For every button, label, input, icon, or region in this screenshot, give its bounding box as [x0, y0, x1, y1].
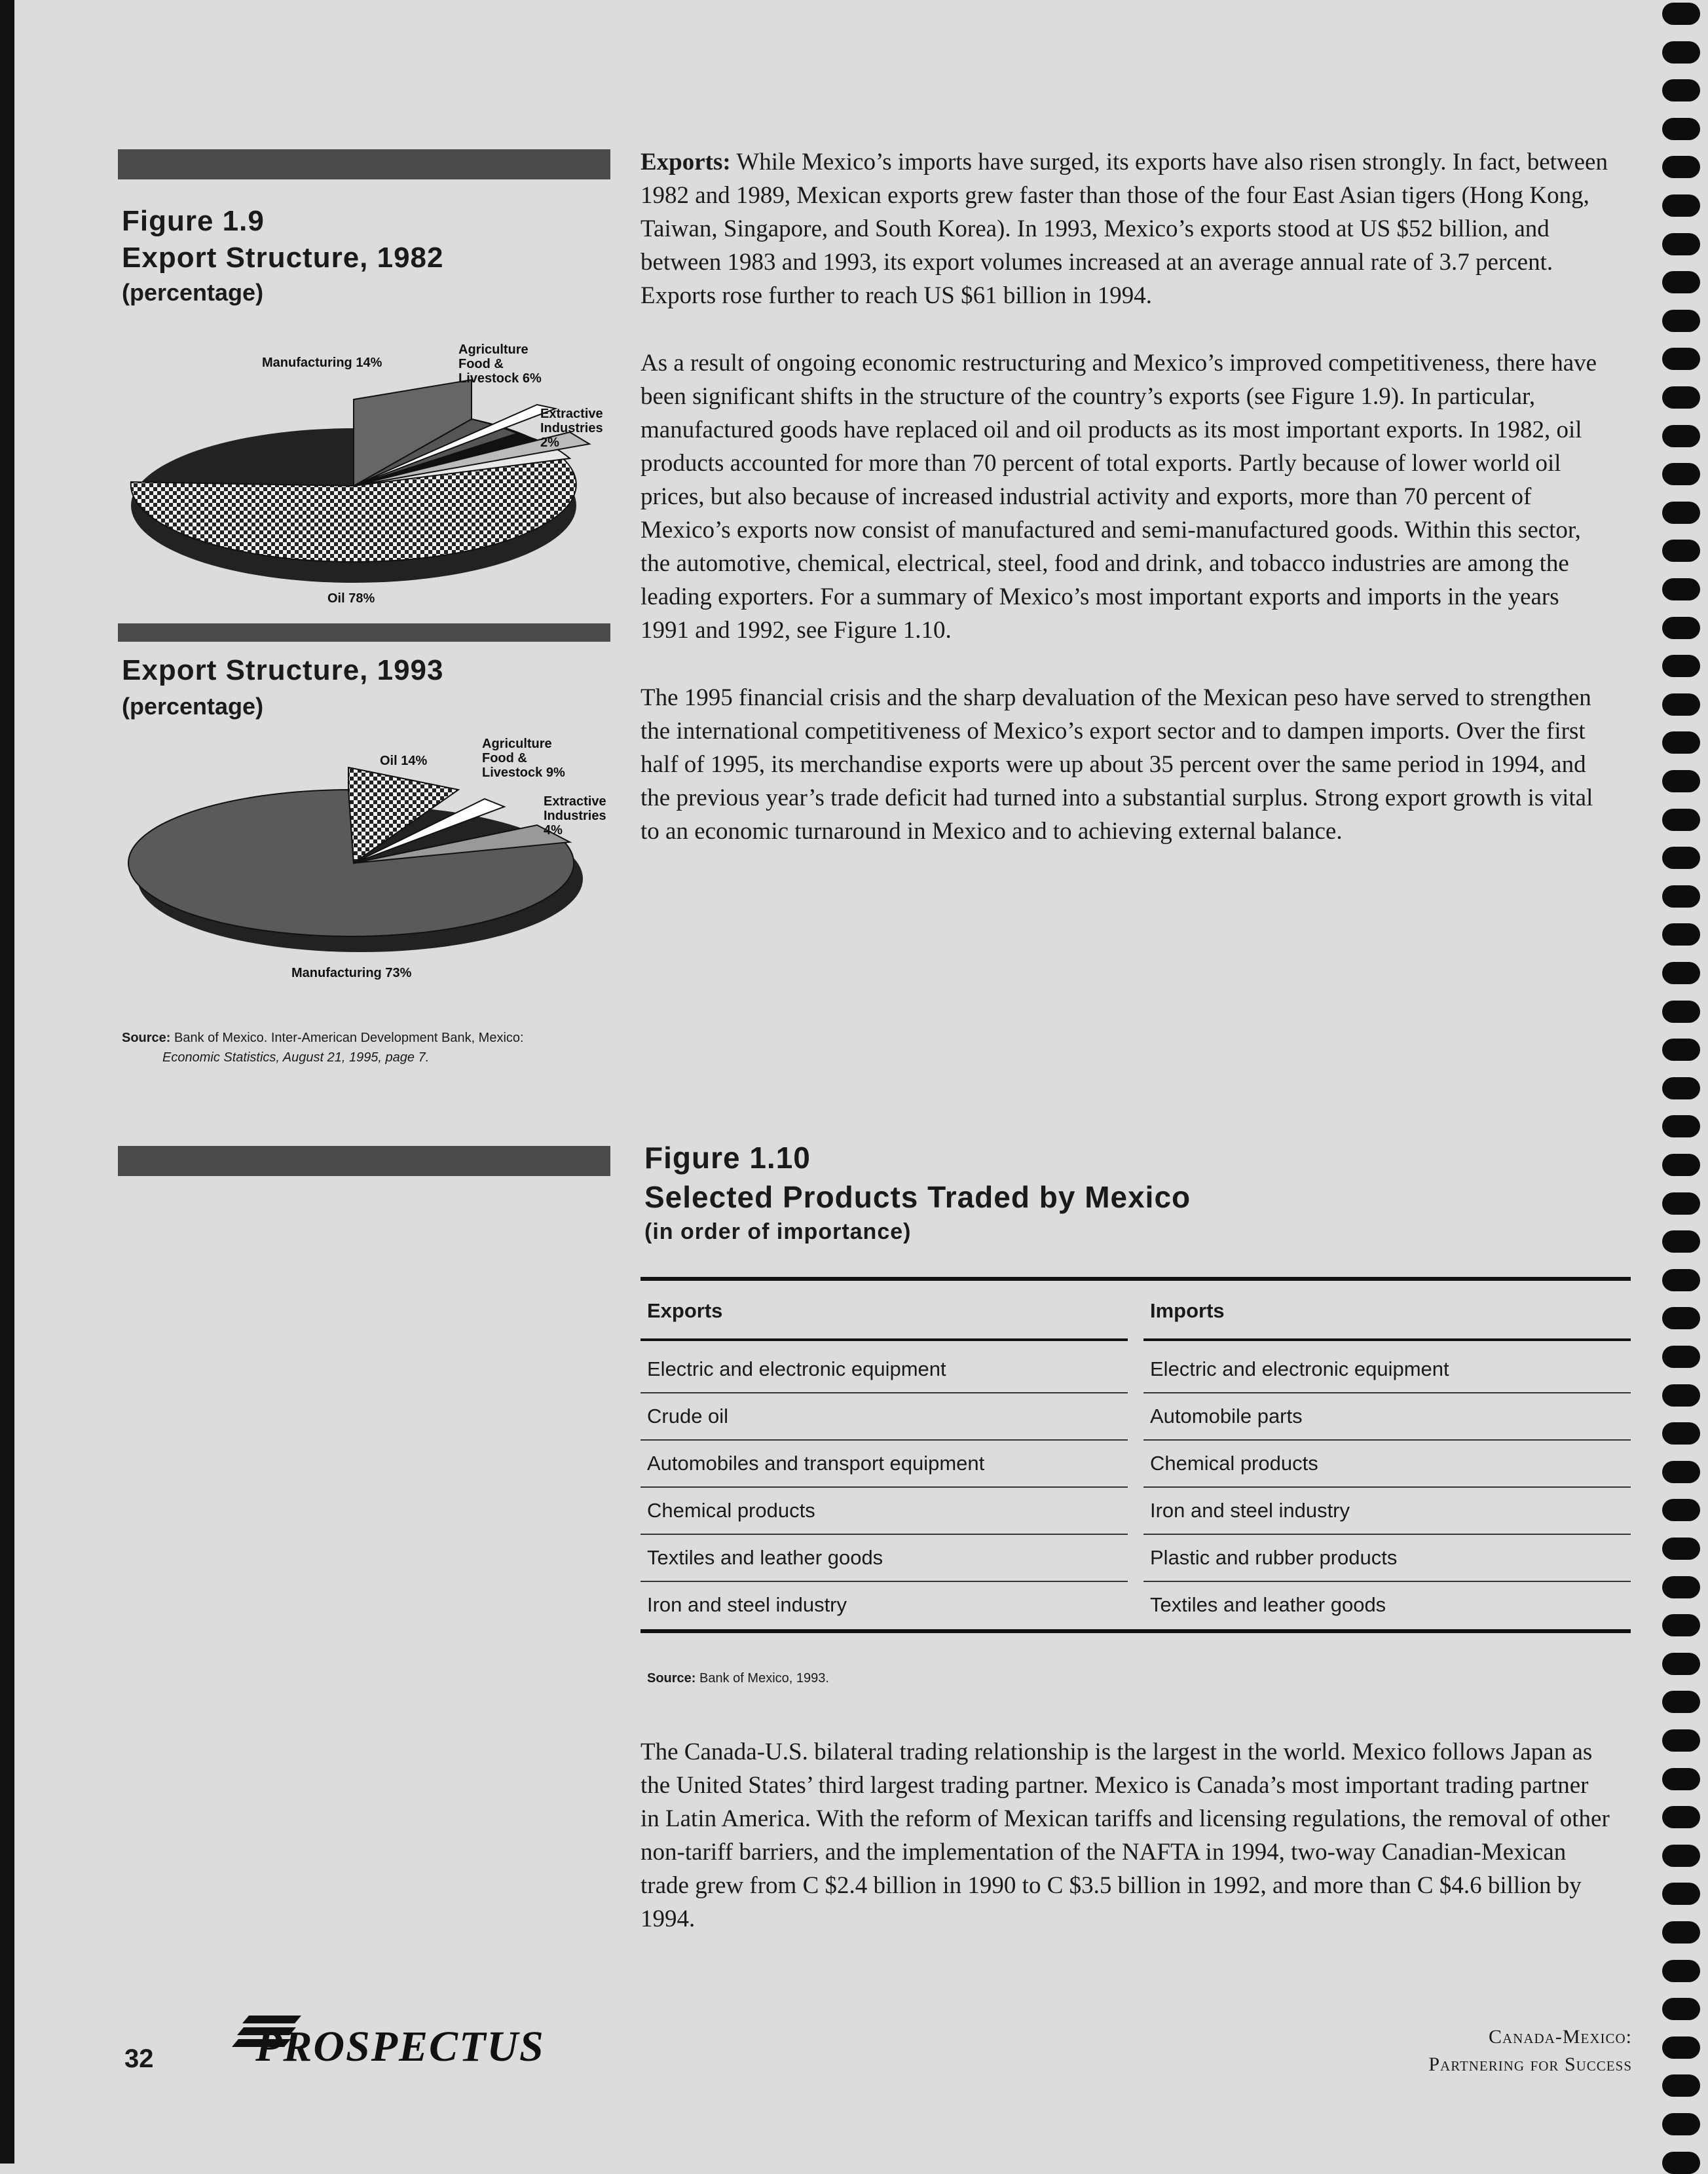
- table-row: [640, 1582, 1631, 1629]
- figure-1-10-heading: [644, 1138, 1191, 1247]
- paragraph-exports: [640, 145, 1610, 312]
- export-cell: Chemical products: [640, 1488, 1128, 1535]
- figure-band: [118, 1146, 610, 1176]
- binding-ring: [1662, 310, 1700, 332]
- binding-ring: [1662, 1576, 1700, 1598]
- binding-ring: [1662, 962, 1700, 984]
- binding-ring: [1662, 1998, 1700, 2020]
- footer-title-line2: Partnering for Success: [1428, 2054, 1632, 2075]
- paragraph-exports-text: While Mexico’s imports have surged, its exports have also risen strongly. In fact, between 1982 and 1989, Mexican exports grew faster than those of the four East Asian tigers (Hong Kong, Taiwan, Singapore, and South Korea). In 1993, Mexico’s exports stood at US $52 billion, and between 1983 and 1993, its export volumes increased at an average annual rate of 3.7 percent. Exports rose further to reach US $61 billion in 1994.: [640, 149, 1608, 309]
- binding-ring: [1662, 1921, 1700, 1944]
- figure-1-9-subtitle: (percentage): [122, 279, 264, 306]
- binding-ring: [1662, 847, 1700, 869]
- binding-ring: [1662, 578, 1700, 600]
- figure-1993-title: Export Structure, 1993: [122, 654, 444, 686]
- binding-ring: [1662, 1960, 1700, 1982]
- pie-1982-label-manufacturing: Manufacturing 14%: [262, 356, 382, 370]
- exports-lead: Exports:: [640, 149, 731, 175]
- pie-1993-label-agriculture-2: Food &: [482, 751, 527, 765]
- pie-1982-label-agriculture-3: Livestock 6%: [458, 371, 542, 386]
- binding-ring: [1662, 41, 1700, 64]
- header-imports: Imports: [1143, 1281, 1631, 1341]
- binding-ring: [1662, 1154, 1700, 1176]
- spiral-binding: [1656, 0, 1708, 2164]
- binding-ring: [1662, 1192, 1700, 1215]
- body-text-bottom: [640, 1735, 1610, 1970]
- binding-ring: [1662, 1115, 1700, 1137]
- pie-1993-label-extractive-2: Industries: [544, 809, 606, 823]
- logo-text: PROSPECTUS: [255, 2023, 545, 2071]
- pie-1993-label-agriculture-3: Livestock 9%: [482, 765, 565, 780]
- figure-1993-subtitle: (percentage): [122, 693, 264, 720]
- table-row: [640, 1346, 1631, 1393]
- figure-1-9-source: [122, 1028, 524, 1067]
- binding-ring: [1662, 1499, 1700, 1521]
- binding-ring: [1662, 885, 1700, 908]
- trade-table: [640, 1277, 1631, 1633]
- binding-ring: [1662, 1538, 1700, 1560]
- pie-1993-label-agriculture-1: Agriculture: [482, 737, 552, 751]
- export-cell: Textiles and leather goods: [640, 1535, 1128, 1582]
- figure-1-9-label: Figure 1.9: [122, 205, 265, 237]
- binding-ring: [1662, 348, 1700, 370]
- import-cell: Electric and electronic equipment: [1143, 1346, 1631, 1393]
- binding-ring: [1662, 1039, 1700, 1061]
- binding-ring: [1662, 118, 1700, 140]
- binding-ring: [1662, 923, 1700, 946]
- binding-ring: [1662, 1001, 1700, 1023]
- source-line2: Economic Statistics, August 21, 1995, page 7.: [162, 1050, 430, 1065]
- pie-1982-label-agriculture-1: Agriculture: [458, 342, 529, 357]
- figure-band: [118, 623, 610, 642]
- binding-ring: [1662, 731, 1700, 754]
- table-source-label: Source:: [647, 1671, 696, 1686]
- binding-ring: [1662, 809, 1700, 831]
- paragraph-restructuring: As a result of ongoing economic restructuring and Mexico’s improved competitiveness, there have been significant shifts in the structure of the country’s exports (see Figure 1.9). In particular, manufactured goods have replaced oil and oil products as its most important exports. In 1982, oil products accounted for more than 70 percent of total exports. Partly because of lower world oil prices, but also because of increased industrial activity and exports, more than 70 percent of Mexico’s exports now consist of manufactured and semi-manufactured goods. Within this sector, the automotive, chemical, electrical, steel, food and drink, and tobacco industries are among the leading exporters. For a summary of Mexico’s most important exports and imports in the years 1991 and 1992, see Figure 1.10.: [640, 350, 1597, 644]
- binding-ring: [1662, 693, 1700, 716]
- footer-title: [1428, 2023, 1632, 2078]
- binding-ring: [1662, 271, 1700, 293]
- source-label: Source:: [122, 1031, 171, 1045]
- binding-ring: [1662, 425, 1700, 447]
- export-cell: Crude oil: [640, 1393, 1128, 1441]
- table-header-row: [640, 1281, 1631, 1341]
- prospectus-logo: [229, 2010, 545, 2082]
- table-row: [640, 1393, 1631, 1441]
- binding-ring: [1662, 770, 1700, 792]
- binding-ring: [1662, 2113, 1700, 2135]
- page-number: 32: [124, 2044, 154, 2073]
- binding-ring: [1662, 1461, 1700, 1483]
- binding-ring: [1662, 1729, 1700, 1752]
- pie-1993-label-extractive-3: 4%: [544, 823, 563, 838]
- table-row: [640, 1488, 1631, 1535]
- binding-ring: [1662, 502, 1700, 524]
- binding-ring: [1662, 1768, 1700, 1790]
- pie-1993-label-manufacturing: Manufacturing 73%: [291, 966, 412, 980]
- binding-ring: [1662, 1422, 1700, 1445]
- page-edge: [0, 0, 14, 2164]
- pie-1993-label-oil: Oil 14%: [380, 754, 428, 768]
- pie-1982-label-extractive-1: Extractive: [540, 407, 603, 421]
- table-row: [640, 1535, 1631, 1582]
- table-source-text: Bank of Mexico, 1993.: [699, 1671, 829, 1686]
- binding-ring: [1662, 1307, 1700, 1329]
- binding-ring: [1662, 156, 1700, 178]
- import-cell: Chemical products: [1143, 1441, 1631, 1488]
- binding-ring: [1662, 194, 1700, 217]
- figure-1-10-title: Selected Products Traded by Mexico: [644, 1180, 1191, 1214]
- pie-1982-label-oil: Oil 78%: [327, 591, 375, 606]
- pie-1982-label-agriculture-2: Food &: [458, 357, 504, 371]
- binding-ring: [1662, 1269, 1700, 1291]
- binding-ring: [1662, 1883, 1700, 1905]
- figure-1-10-source: [647, 1671, 829, 1686]
- binding-ring: [1662, 617, 1700, 639]
- import-cell: Textiles and leather goods: [1150, 1593, 1386, 1616]
- import-cell: Iron and steel industry: [1143, 1488, 1631, 1535]
- body-text-top: [640, 145, 1610, 882]
- export-cell: Automobiles and transport equipment: [640, 1441, 1128, 1488]
- binding-ring: [1662, 2152, 1700, 2174]
- import-cell: Automobile parts: [1143, 1393, 1631, 1441]
- binding-ring: [1662, 233, 1700, 255]
- binding-ring: [1662, 1230, 1700, 1253]
- source-line1: Bank of Mexico. Inter-American Development Bank, Mexico:: [174, 1031, 524, 1045]
- pie-1993-label-extractive-1: Extractive: [544, 794, 606, 809]
- binding-ring: [1662, 386, 1700, 409]
- table-row: [640, 1441, 1631, 1488]
- binding-ring: [1662, 463, 1700, 485]
- pie-chart-1993: [118, 733, 616, 989]
- binding-ring: [1662, 1346, 1700, 1368]
- footer-title-line1: Canada-Mexico:: [1489, 2026, 1632, 2048]
- binding-ring: [1662, 79, 1700, 101]
- binding-ring: [1662, 3, 1700, 25]
- binding-ring: [1662, 2036, 1700, 2059]
- header-exports: Exports: [640, 1281, 1128, 1341]
- binding-ring: [1662, 1384, 1700, 1407]
- binding-ring: [1662, 1691, 1700, 1713]
- figure-1-10-subtitle: (in order of importance): [644, 1219, 912, 1244]
- binding-ring: [1662, 2074, 1700, 2097]
- pie-1982-label-extractive-3: 2%: [540, 435, 559, 450]
- figure-band: [118, 149, 610, 179]
- binding-ring: [1662, 1077, 1700, 1099]
- binding-ring: [1662, 540, 1700, 562]
- binding-ring: [1662, 1614, 1700, 1636]
- binding-ring: [1662, 1653, 1700, 1675]
- pie-1982-label-extractive-2: Industries: [540, 421, 603, 435]
- export-cell: Electric and electronic equipment: [640, 1346, 1128, 1393]
- figure-1-9-title: Export Structure, 1982: [122, 242, 444, 274]
- import-cell: Plastic and rubber products: [1143, 1535, 1631, 1582]
- figure-1-10-label: Figure 1.10: [644, 1141, 811, 1175]
- export-cell: Iron and steel industry: [647, 1593, 847, 1616]
- binding-ring: [1662, 655, 1700, 677]
- paragraph-financial-crisis: The 1995 financial crisis and the sharp devaluation of the Mexican peso have served to strengthen the international competitiveness of Mexico’s export sector and to dampen imports. Over the first half of 1995, its merchandise exports were up about 35 percent over the same period in 1994, and the previous year’s trade deficit had turned into a substantial surplus. Strong export growth is vital to an economic turnaround in Mexico and to achieving external balance.: [640, 684, 1593, 845]
- binding-ring: [1662, 1845, 1700, 1867]
- paragraph-canada-us: The Canada-U.S. bilateral trading relationship is the largest in the world. Mexico follows Japan as the United States’ third largest trading partner. Mexico is Canada’s most important trading partner in Latin America. With the reform of Mexican tariffs and licensing regulations, the removal of other non-tariff barriers, and the implementation of the NAFTA in 1994, two-way Canadian-Mexican trade grew from C $2.4 billion in 1990 to C $3.5 billion in 1992, and more than C $4.6 billion by 1994.: [640, 1739, 1610, 1932]
- binding-ring: [1662, 1806, 1700, 1828]
- pie-chart-1982: [118, 334, 616, 622]
